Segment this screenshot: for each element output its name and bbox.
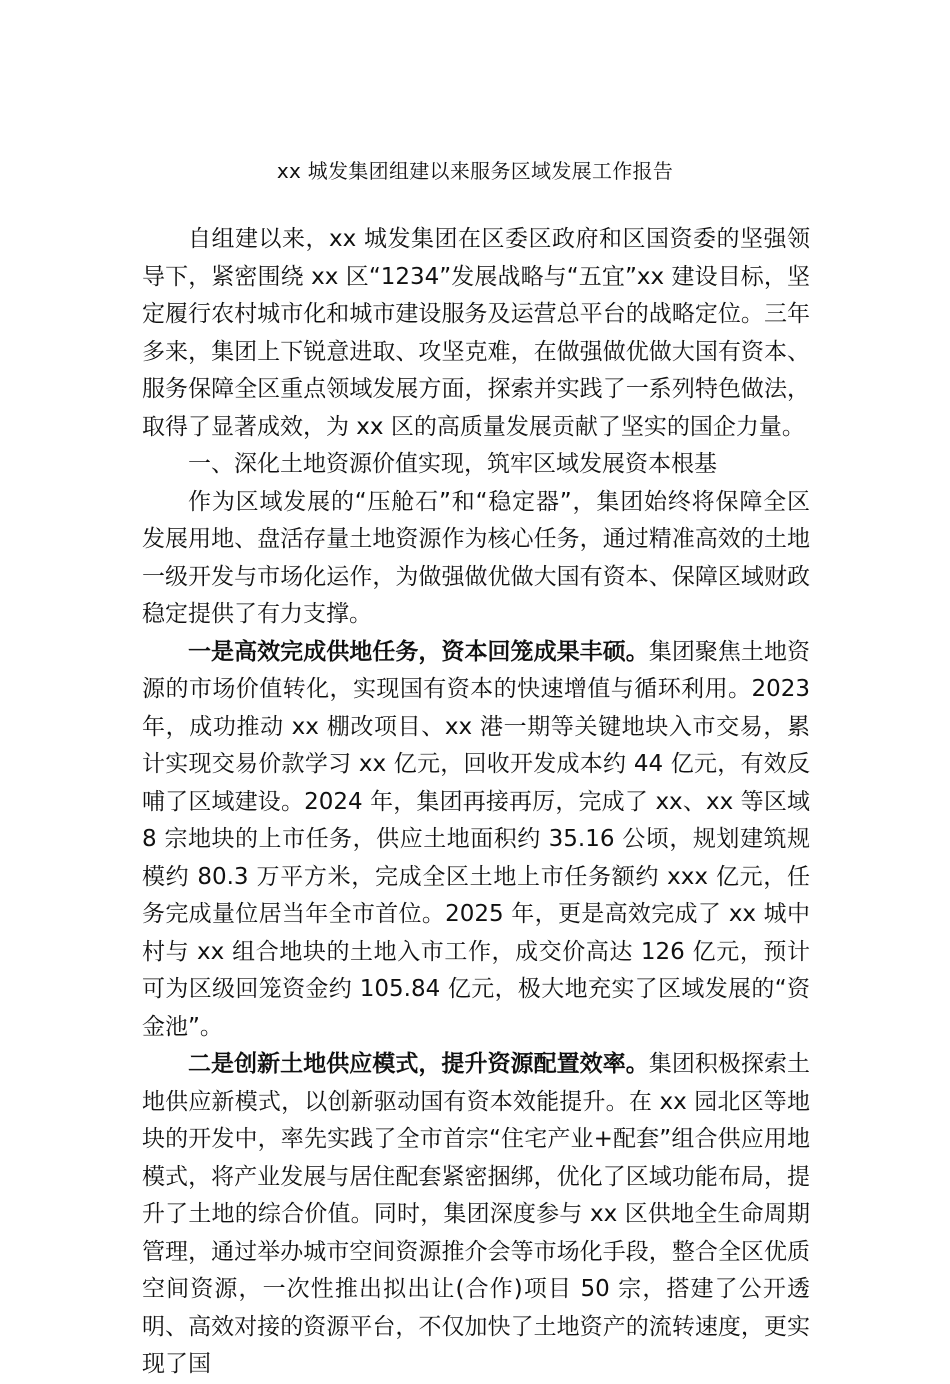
paragraph-point-two xyxy=(142,1046,810,1384)
document-body xyxy=(142,221,810,1384)
paragraph-lead: 二是创新土地供应模式，提升资源配置效率。 xyxy=(188,1051,649,1077)
paragraph-section-intro xyxy=(142,484,810,634)
section-heading xyxy=(142,446,810,484)
paragraph-text: 自组建以来，xx 城发集团在区委区政府和区国资委的坚强领导下，紧密围绕 xx 区“1234”发展战略与“五宜”xx 建设目标，坚定履行农村城市化和城市建设服务及运营总平台的战略定位。三年多来，集团上下锐意进取、攻坚克难，在做强做优做大国有资本、服务保障全区重点领域发展方面，探索并实践了一系列特色做法，取得了显著成效，为 xx 区的高质量发展贡献了坚实的国企力量。 xyxy=(142,226,810,440)
document-title: xx 城发集团组建以来服务区域发展工作报告 xyxy=(276,159,674,183)
paragraph-text: 作为区域发展的“压舱石”和“稳定器”，集团始终将保障全区发展用地、盘活存量土地资源作为核心任务，通过精准高效的土地一级开发与市场化运作，为做强做优做大国有资本、保障区域财政稳定提供了有力支撑。 xyxy=(142,488,810,627)
paragraph-point-one xyxy=(142,634,810,1047)
paragraph-text: 集团聚焦土地资源的市场价值转化，实现国有资本的快速增值与循环利用。2023 年，成功推动 xx 棚改项目、xx 港一期等关键地块入市交易，累计实现交易价款学习 xx 亿元，回收开发成本约 44 亿元，有效反哺了区域建设。2024 年，集团再接再厉，完成了 xx、xx 等区域 8 宗地块的上市任务，供应土地面积约 35.16 公顷，规划建筑规模约 80.3 万平方米，完成全区土地上市任务额约 xxx 亿元，任务完成量位居当年全市首位。2025 年，更是高效完成了 xx 城中村与 xx 组合地块的土地入市工作，成交价高达 126 亿元，预计可为区级回笼资金约 105.84 亿元，极大地充实了区域发展的“资金池”。 xyxy=(142,638,811,1040)
paragraph-text: 一、深化土地资源价值实现，筑牢区域发展资本根基 xyxy=(188,451,717,477)
paragraph-text: 集团积极探索土地供应新模式，以创新驱动国有资本效能提升。在 xx 园北区等地块的开发中，率先实践了全市首宗“住宅产业+配套”组合供应用地模式，将产业发展与居住配套紧密捆绑，优化了区域功能布局，提升了土地的综合价值。同时，集团深度参与 xx 区供地全生命周期管理，通过举办城市空间资源推介会等市场化手段，整合全区优质空间资源，一次性推出拟出让(合作)项目 50 宗，搭建了公开透明、高效对接的资源平台，不仅加快了土地资产的流转速度，更实现了国 xyxy=(142,1051,811,1377)
paragraph-intro xyxy=(142,221,810,446)
paragraph-lead: 一是高效完成供地任务，资本回笼成果丰硕。 xyxy=(188,638,649,665)
